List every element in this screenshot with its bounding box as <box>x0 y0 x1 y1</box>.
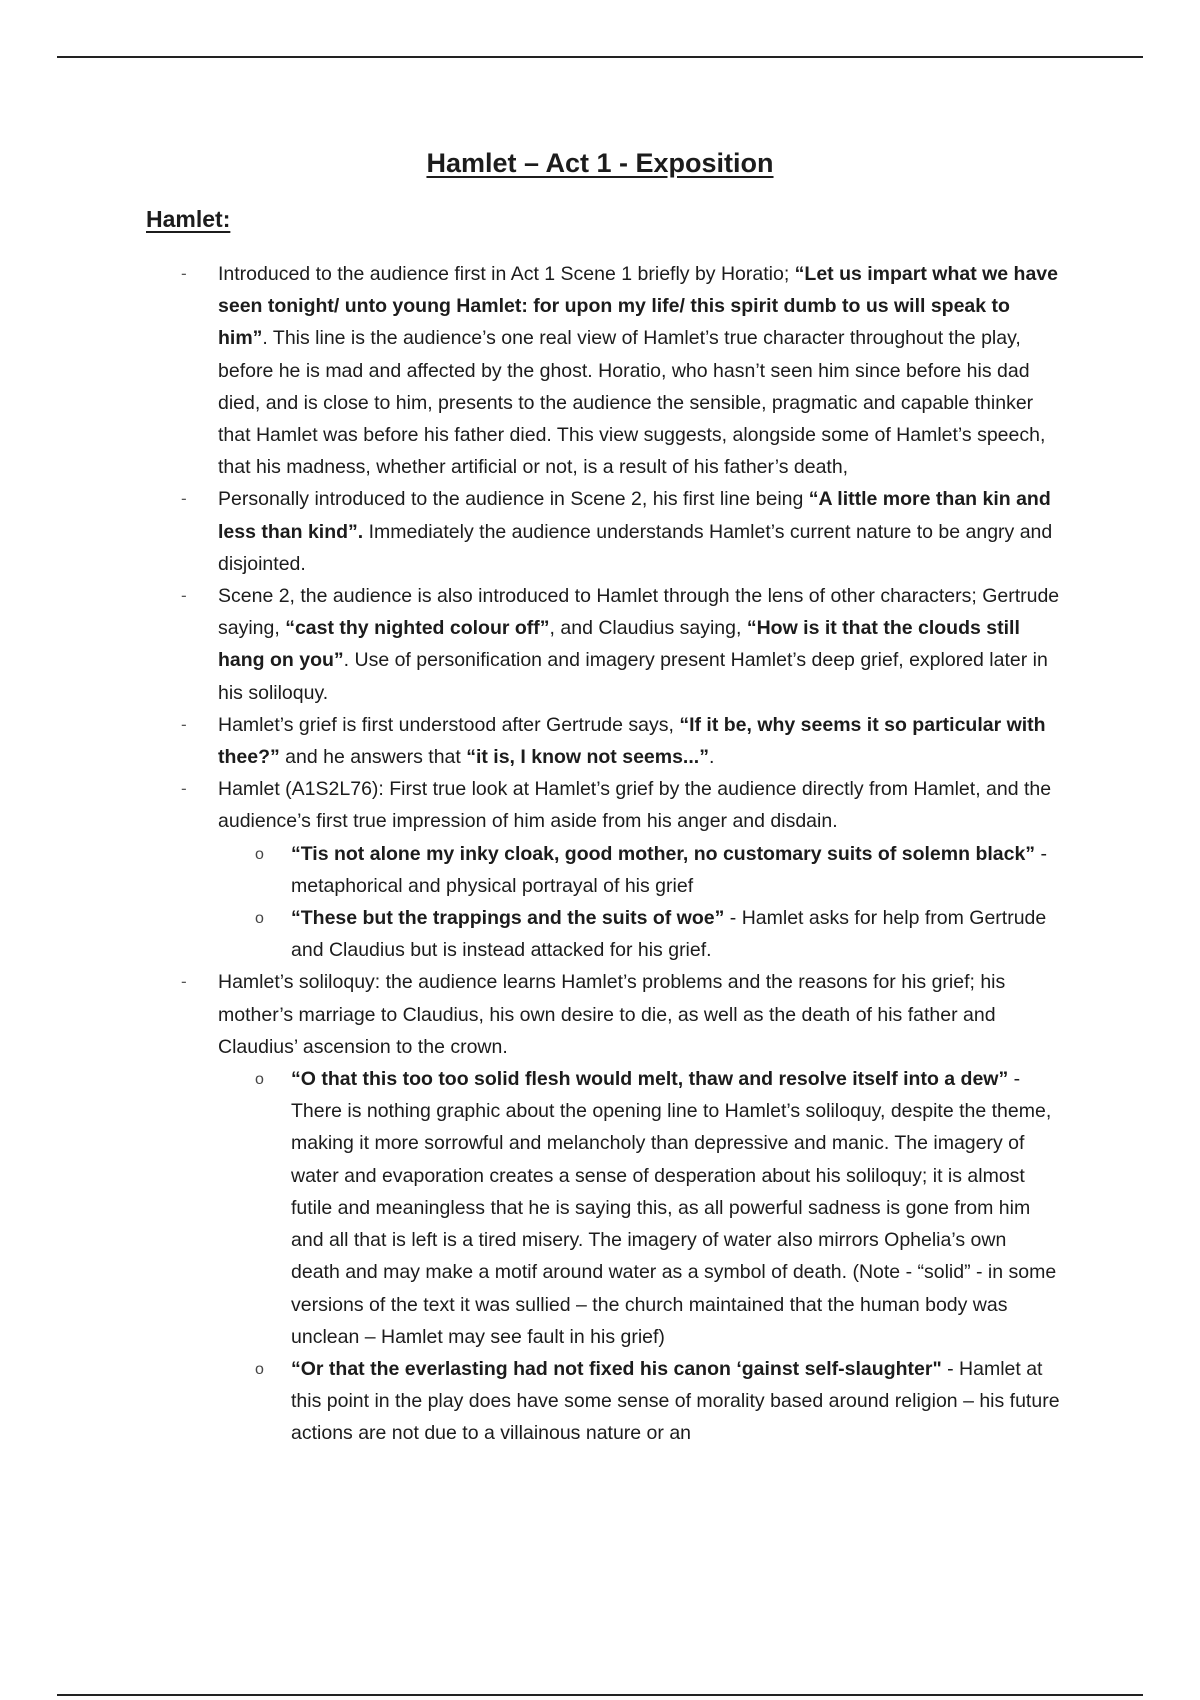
bullet-item <box>0 709 1200 773</box>
bullet-text: Introduced to the audience first in Act 1 Scene 1 briefly by Horatio; <box>218 263 795 285</box>
quote-text: “cast thy nighted colour off” <box>285 617 550 640</box>
quote-text: “These but the trappings and the suits of woe” <box>291 907 725 930</box>
quote-text: “How is it that the clouds still hang on you” <box>218 617 1020 672</box>
dash-marker: - <box>181 779 187 799</box>
dash-marker: - <box>181 586 187 606</box>
bullet-text: and he answers that <box>279 746 467 769</box>
bullet-text: Immediately the audience understands Hamlet’s current nature to be angry and disjointed. <box>218 520 1053 575</box>
section-heading-hamlet: Hamlet: <box>146 206 231 232</box>
bullet-text: . Use of personification and imagery present Hamlet’s deep grief, explored later in his soliloquy. <box>218 649 1048 704</box>
bullet-item <box>0 258 1200 483</box>
sub-bullet-item <box>0 902 1200 966</box>
bullet-text: Hamlet (A1S2L76): First true look at Hamlet’s grief by the audience directly from Hamlet, and the audience’s first true impression of him aside from his anger and disdain. <box>218 778 1052 833</box>
sub-bullet-text: - metaphorical and physical portrayal of his grief <box>291 842 1047 897</box>
bullet-item <box>0 773 1200 837</box>
circle-marker: o <box>255 1360 264 1378</box>
bullet-text: Hamlet’s soliloquy: the audience learns Hamlet’s problems and the reasons for his grief; his mother’s marriage to Claudius, his own desire to die, as well as the death of his father and Claudius’ ascension to the crown. <box>218 971 1006 1058</box>
bullet-text: Scene 2, the audience is also introduced to Hamlet through the lens of other characters; Gertrude saying, <box>218 585 1060 640</box>
circle-marker: o <box>255 845 264 863</box>
bullet-text: Hamlet’s grief is first understood after Gertrude says, <box>218 713 680 736</box>
notes-body <box>0 258 1200 1450</box>
bullet-item <box>0 580 1200 709</box>
bullet-text: . This line is the audience’s one real view of Hamlet’s true character throughout the play, before he is mad and affected by the ghost. Horatio, who hasn’t seen him since before his dad died, and is close to him, presents to the audience the sensible, pragmatic and capable thinker that Hamlet was before his father died. This view suggests, alongside some of Hamlet’s speech, that his madness, whether artificial or not, is a result of his father’s death, <box>218 327 1046 479</box>
bullet-item <box>0 966 1200 1063</box>
bullet-text: . <box>708 746 715 769</box>
quote-text: “O that this too too solid flesh would melt, thaw and resolve itself into a dew” <box>291 1068 1009 1091</box>
sub-bullet-text: - Hamlet asks for help from Gertrude and Claudius but is instead attacked for his grief. <box>291 907 1047 962</box>
header-rule <box>57 56 1143 58</box>
dash-marker: - <box>181 264 187 283</box>
dash-marker: - <box>181 489 187 509</box>
document-title: Hamlet – Act 1 - Exposition <box>426 148 774 178</box>
circle-marker: o <box>255 910 264 928</box>
quote-text: “Tis not alone my inky cloak, good mother, no customary suits of solemn black” <box>291 842 1036 865</box>
sub-bullet-item <box>0 1063 1200 1353</box>
quote-text: “Or that the everlasting had not fixed his canon ‘gainst self-slaughter" <box>291 1357 942 1380</box>
quote-text: “Let us impart what we have seen tonight/ unto young Hamlet: for upon my life/ this spirit dumb to us will speak to him” <box>218 263 1058 350</box>
sub-bullet-item <box>0 1353 1200 1450</box>
bullet-text: Personally introduced to the audience in Scene 2, his first line being <box>218 488 809 511</box>
dash-marker: - <box>181 714 187 734</box>
circle-marker: o <box>255 1071 264 1089</box>
quote-text: “it is, I know not seems...” <box>466 746 709 769</box>
quote-text: “A little more than kin and less than kind”. <box>218 488 1051 543</box>
sub-bullet-item <box>0 838 1200 902</box>
sub-bullet-text: - There is nothing graphic about the opening line to Hamlet’s soliloquy, despite the theme, making it more sorrowful and melancholy than depressive and manic. The imagery of water and evaporation creates a sense of desperation about his soliloquy; it is almost futile and meaningless that he is saying this, as all powerful sadness is gone from him and all that is left is a tired misery. The imagery of water also mirrors Ophelia’s own death and may make a motif around water as a symbol of death. (Note - “solid” - in some versions of the text it was sullied – the church maintained that the human body was unclean – Hamlet may see fault in his grief) <box>291 1068 1057 1348</box>
sub-bullet-text: - Hamlet at this point in the play does have some sense of morality based around religion – his future actions are not due to a villainous nature or an <box>291 1357 1060 1445</box>
bullet-item <box>0 483 1200 580</box>
quote-text: “If it be, why seems it so particular with thee?” <box>218 713 1046 769</box>
dash-marker: - <box>181 972 187 992</box>
footer-rule <box>57 1694 1143 1696</box>
bullet-text: , and Claudius saying, <box>549 617 747 640</box>
